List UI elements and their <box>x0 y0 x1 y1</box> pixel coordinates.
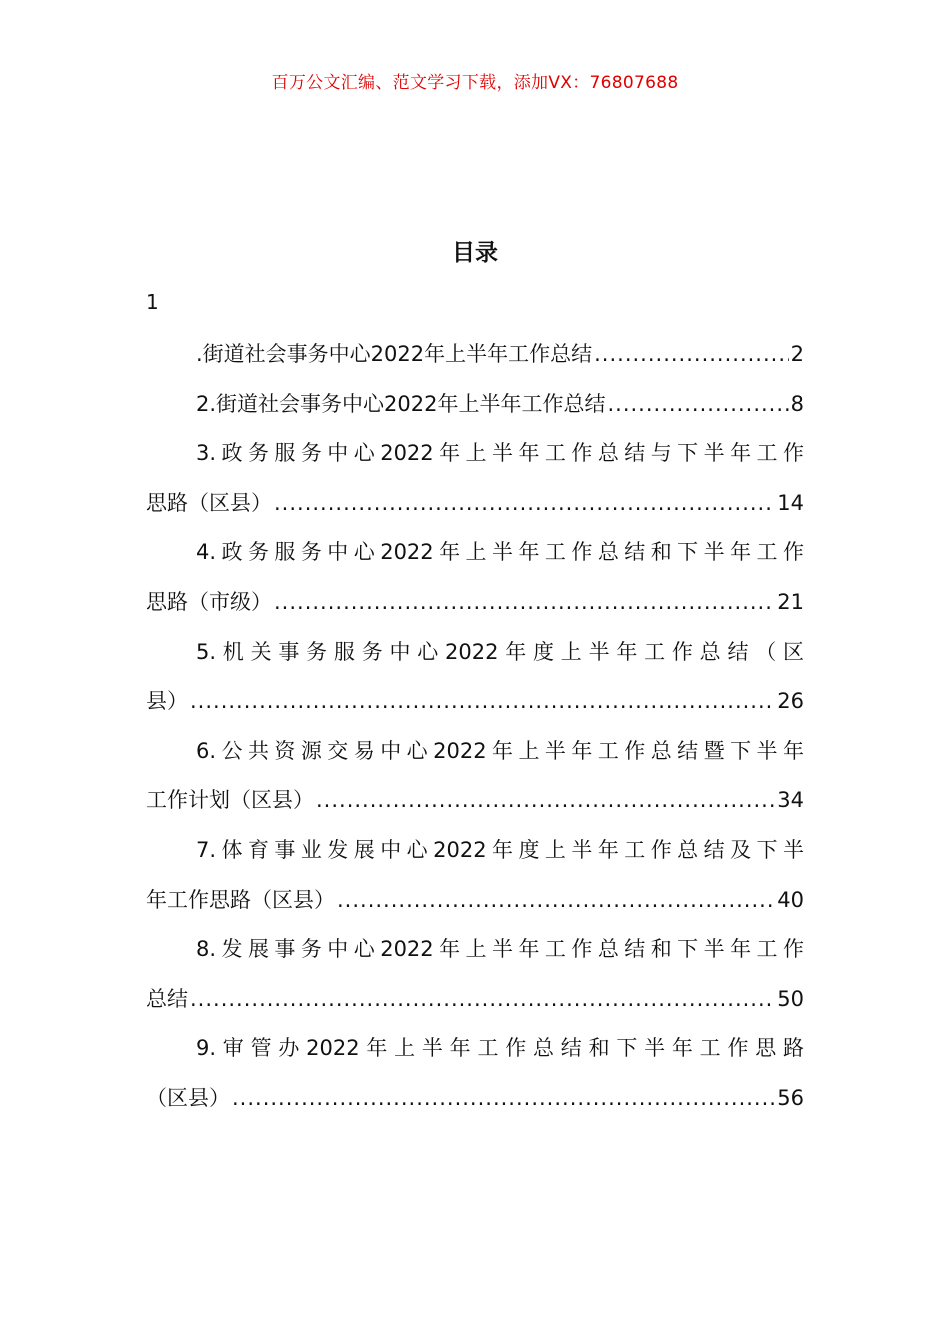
toc-entry-title: 9.审管办2022年上半年工作总结和下半年工作思路 <box>196 1036 804 1061</box>
toc-entry-title-continued: 思路（市级） <box>146 589 272 614</box>
toc-entry-title-continued: 工作计划（区县） <box>146 788 314 813</box>
toc-entry-title: 8.发展事务中心2022年上半年工作总结和下半年工作 <box>196 937 804 962</box>
toc-entry-title: 3.政务服务中心2022年上半年工作总结与下半年工作 <box>196 441 804 466</box>
toc-leader-dots <box>337 876 775 926</box>
toc-page-number: 34 <box>777 788 804 813</box>
table-of-contents <box>146 330 804 1124</box>
toc-leader-dots <box>232 1074 775 1124</box>
toc-entry-4[interactable] <box>146 528 804 627</box>
toc-page-number: 26 <box>777 689 804 714</box>
toc-entry-2[interactable] <box>146 380 804 430</box>
toc-entry-1[interactable] <box>146 330 804 380</box>
toc-page-number: 56 <box>777 1085 804 1110</box>
toc-page-number: 14 <box>777 490 804 515</box>
stray-number: 1 <box>146 290 159 314</box>
toc-entry-6[interactable] <box>146 727 804 826</box>
toc-entry-title: 7.体育事业发展中心2022年度上半年工作总结及下半 <box>196 837 804 862</box>
toc-entry-title: .街道社会事务中心2022年上半年工作总结 <box>196 342 593 366</box>
toc-entry-8[interactable] <box>146 925 804 1024</box>
toc-page-number: 50 <box>777 986 804 1011</box>
toc-leader-dots <box>274 479 775 529</box>
toc-entry-title-continued: 县） <box>146 689 188 714</box>
toc-page-number: 2 <box>790 342 804 366</box>
toc-page-number: 40 <box>777 887 804 912</box>
toc-leader-dots <box>607 380 788 430</box>
document-title: 目录 <box>452 240 498 266</box>
toc-entry-title: 2.街道社会事务中心2022年上半年工作总结 <box>196 391 606 416</box>
toc-entry-title-continued: 年工作思路（区县） <box>146 887 335 912</box>
toc-leader-dots <box>316 776 775 826</box>
toc-page-number: 21 <box>777 589 804 614</box>
toc-entry-title: 4.政务服务中心2022年上半年工作总结和下半年工作 <box>196 540 804 565</box>
toc-leader-dots <box>594 330 789 380</box>
toc-leader-dots <box>190 975 775 1025</box>
toc-entry-7[interactable] <box>146 826 804 925</box>
toc-entry-title-continued: 总结 <box>146 986 188 1011</box>
toc-page-number: 8 <box>790 391 804 416</box>
toc-entry-title-continued: （区县） <box>146 1085 230 1110</box>
toc-leader-dots <box>190 677 775 727</box>
toc-entry-title-continued: 思路（区县） <box>146 490 272 515</box>
toc-entry-title: 6.公共资源交易中心2022年上半年工作总结暨下半年 <box>196 738 804 763</box>
header-note: 百万公文汇编、范文学习下载，添加VX：76807688 <box>271 73 679 93</box>
toc-entry-9[interactable] <box>146 1024 804 1123</box>
toc-leader-dots <box>274 578 775 628</box>
toc-entry-title: 5.机关事务服务中心2022年度上半年工作总结（区 <box>196 639 804 664</box>
toc-entry-3[interactable] <box>146 429 804 528</box>
toc-entry-5[interactable] <box>146 628 804 727</box>
